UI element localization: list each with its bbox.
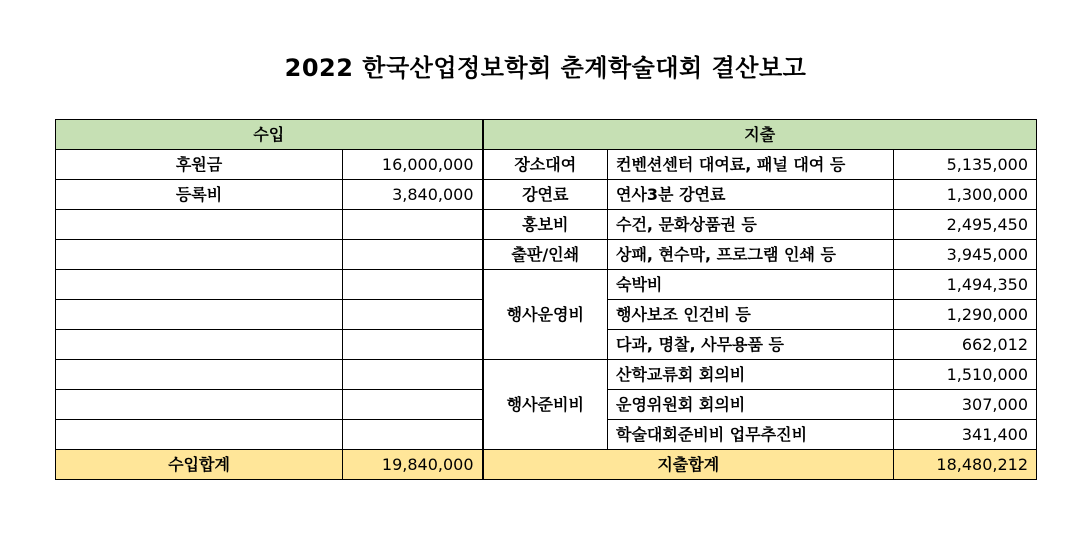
empty-cell	[56, 390, 343, 420]
empty-cell	[343, 420, 483, 450]
table-row	[56, 180, 1037, 210]
empty-cell	[56, 210, 343, 240]
expense-description: 연사3분 강연료	[608, 180, 894, 210]
empty-cell	[343, 270, 483, 300]
expense-amount: 307,000	[894, 390, 1037, 420]
income-item: 등록비	[56, 180, 343, 210]
expense-description: 행사보조 인건비 등	[608, 300, 894, 330]
expense-amount: 2,495,450	[894, 210, 1037, 240]
expense-amount: 5,135,000	[894, 150, 1037, 180]
expense-category: 장소대여	[483, 150, 608, 180]
table-row	[56, 360, 1037, 390]
expense-total-amount: 18,480,212	[894, 450, 1037, 480]
empty-cell	[56, 360, 343, 390]
expense-category: 강연료	[483, 180, 608, 210]
expense-total-label: 지출합계	[483, 450, 894, 480]
empty-cell	[343, 240, 483, 270]
expense-description: 산학교류회 회의비	[608, 360, 894, 390]
expense-amount: 3,945,000	[894, 240, 1037, 270]
table-row	[56, 240, 1037, 270]
expense-header: 지출	[483, 120, 1037, 150]
expense-description: 컨벤션센터 대여료, 패널 대여 등	[608, 150, 894, 180]
empty-cell	[56, 270, 343, 300]
expense-amount: 1,510,000	[894, 360, 1037, 390]
empty-cell	[343, 390, 483, 420]
expense-description: 수건, 문화상품권 등	[608, 210, 894, 240]
expense-amount: 662,012	[894, 330, 1037, 360]
expense-amount: 1,290,000	[894, 300, 1037, 330]
expense-category: 홍보비	[483, 210, 608, 240]
table-row	[56, 210, 1037, 240]
header-row	[56, 120, 1037, 150]
expense-category: 행사운영비	[483, 270, 608, 360]
expense-description: 다과, 명찰, 사무용품 등	[608, 330, 894, 360]
empty-cell	[56, 330, 343, 360]
empty-cell	[343, 300, 483, 330]
expense-description: 운영위원회 회의비	[608, 390, 894, 420]
settlement-table	[55, 119, 1037, 480]
table-row	[56, 270, 1037, 300]
expense-description: 상패, 현수막, 프로그램 인쇄 등	[608, 240, 894, 270]
totals-row	[56, 450, 1037, 480]
empty-cell	[56, 240, 343, 270]
income-header: 수입	[56, 120, 483, 150]
income-amount: 3,840,000	[343, 180, 483, 210]
table-row	[56, 150, 1037, 180]
empty-cell	[343, 210, 483, 240]
income-total-amount: 19,840,000	[343, 450, 483, 480]
page-title: 2022 한국산업정보학회 춘계학술대회 결산보고	[284, 54, 807, 82]
income-total-label: 수입합계	[56, 450, 343, 480]
expense-category: 행사준비비	[483, 360, 608, 450]
income-item: 후원금	[56, 150, 343, 180]
expense-amount: 341,400	[894, 420, 1037, 450]
expense-amount: 1,300,000	[894, 180, 1037, 210]
expense-description: 학술대회준비비 업무추진비	[608, 420, 894, 450]
empty-cell	[343, 330, 483, 360]
expense-description: 숙박비	[608, 270, 894, 300]
income-amount: 16,000,000	[343, 150, 483, 180]
empty-cell	[56, 420, 343, 450]
empty-cell	[56, 300, 343, 330]
empty-cell	[343, 360, 483, 390]
expense-amount: 1,494,350	[894, 270, 1037, 300]
expense-category: 출판/인쇄	[483, 240, 608, 270]
